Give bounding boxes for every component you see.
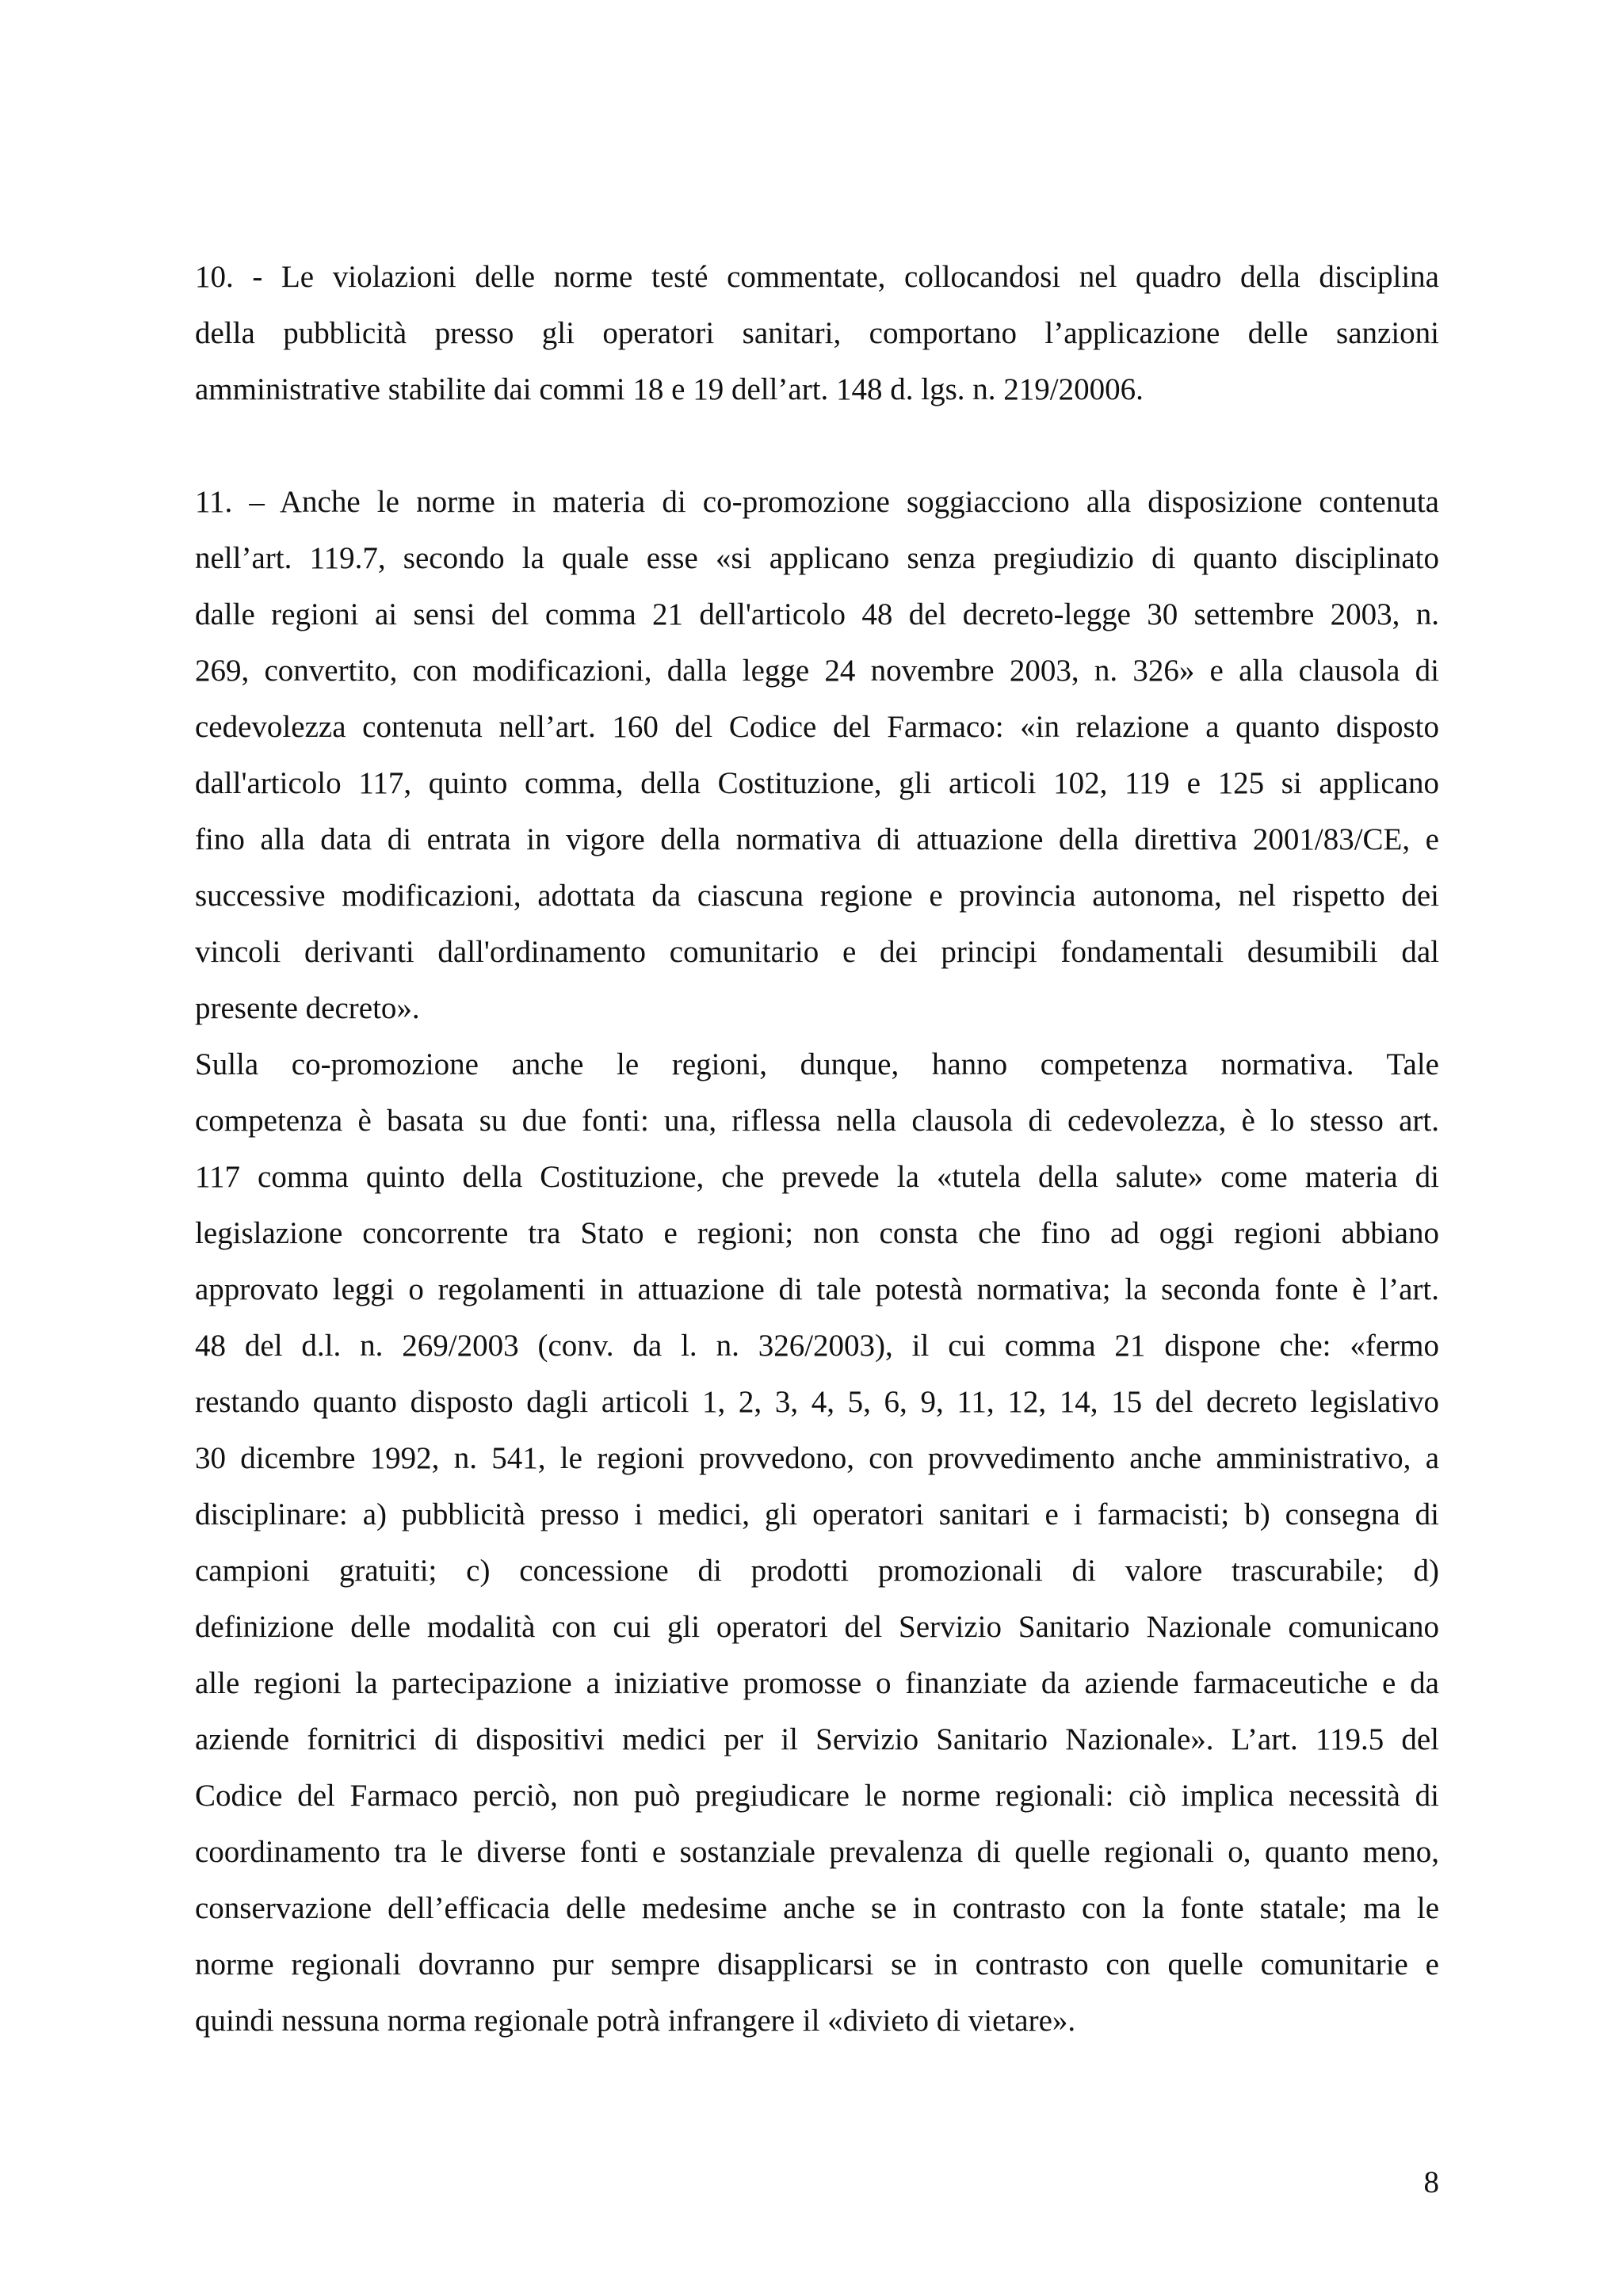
document-page xyxy=(195,249,1439,2049)
text-line: restando quanto disposto dagli articoli 1, 2, 3, 4, 5, 6, 9, 11, 12, 14, 15 del decreto legislativo xyxy=(195,1385,1439,1419)
text-line: 11. – Anche le norme in materia di co-promozione soggiacciono alla disposizione contenuta xyxy=(195,485,1439,519)
text-line: aziende fornitrici di dispositivi medici per il Servizio Sanitario Nazionale». L’art. 119.5 del xyxy=(195,1722,1439,1756)
paragraph-spacer xyxy=(195,418,1439,474)
text-line: presente decreto». xyxy=(195,991,420,1025)
text-line: norme regionali dovranno pur sempre disapplicarsi se in contrasto con quelle comunitarie e xyxy=(195,1947,1439,1981)
text-line: successive modificazioni, adottata da ciascuna regione e provincia autonoma, nel rispetto dei xyxy=(195,879,1439,913)
text-line: fino alla data di entrata in vigore della normativa di attuazione della direttiva 2001/83/CE, e xyxy=(195,822,1439,856)
page-number: 8 xyxy=(1423,2165,1439,2199)
text-line: quindi nessuna norma regionale potrà infrangere il «divieto di vietare». xyxy=(195,2004,1076,2038)
text-line: nell’art. 119.7, secondo la quale esse «si applicano senza pregiudizio di quanto disciplinato xyxy=(195,541,1439,575)
text-line: cedevolezza contenuta nell’art. 160 del Codice del Farmaco: «in relazione a quanto disposto xyxy=(195,710,1439,744)
text-line: approvato leggi o regolamenti in attuazione di tale potestà normativa; la seconda fonte è l’art. xyxy=(195,1272,1439,1306)
text-line: competenza è basata su due fonti: una, riflessa nella clausola di cedevolezza, è lo stesso art. xyxy=(195,1104,1439,1138)
text-line: della pubblicità presso gli operatori sanitari, comportano l’applicazione delle sanzioni xyxy=(195,316,1439,350)
text-line: Codice del Farmaco perciò, non può pregiudicare le norme regionali: ciò implica necessità di xyxy=(195,1779,1439,1813)
text-line: definizione delle modalità con cui gli operatori del Servizio Sanitario Nazionale comunicano xyxy=(195,1610,1439,1644)
text-line: 269, convertito, con modificazioni, dalla legge 24 novembre 2003, n. 326» e alla clausola di xyxy=(195,654,1439,688)
text-line: disciplinare: a) pubblicità presso i medici, gli operatori sanitari e i farmacisti; b) consegna di xyxy=(195,1497,1439,1531)
text-line: dall'articolo 117, quinto comma, della Costituzione, gli articoli 102, 119 e 125 si applicano xyxy=(195,766,1439,800)
text-line: dalle regioni ai sensi del comma 21 dell'articolo 48 del decreto-legge 30 settembre 2003, n. xyxy=(195,597,1439,631)
text-line: coordinamento tra le diverse fonti e sostanziale prevalenza di quelle regionali o, quanto meno, xyxy=(195,1835,1439,1869)
text-line: 117 comma quinto della Costituzione, che prevede la «tutela della salute» come materia di xyxy=(195,1160,1439,1194)
text-line: Sulla co-promozione anche le regioni, dunque, hanno competenza normativa. Tale xyxy=(195,1047,1439,1081)
text-line: 10. - Le violazioni delle norme testé commentate, collocandosi nel quadro della disciplina xyxy=(195,260,1439,294)
text-line: campioni gratuiti; c) concessione di prodotti promozionali di valore trascurabile; d) xyxy=(195,1554,1439,1588)
text-line: 48 del d.l. n. 269/2003 (conv. da l. n. 326/2003), il cui comma 21 dispone che: «fermo xyxy=(195,1329,1439,1363)
text-line: conservazione dell’efficacia delle medesime anche se in contrasto con la fonte statale; ma le xyxy=(195,1891,1439,1925)
paragraph-10 xyxy=(195,249,1439,418)
text-line: alle regioni la partecipazione a iniziative promosse o finanziate da aziende farmaceutiche e da xyxy=(195,1666,1439,1700)
text-line: amministrative stabilite dai commi 18 e 19 dell’art. 148 d. lgs. n. 219/20006. xyxy=(195,372,1144,406)
paragraph-11 xyxy=(195,474,1439,1036)
paragraph-co-promozione xyxy=(195,1036,1439,2049)
text-line: 30 dicembre 1992, n. 541, le regioni provvedono, con provvedimento anche amministrativo, a xyxy=(195,1441,1439,1475)
text-line: legislazione concorrente tra Stato e regioni; non consta che fino ad oggi regioni abbiano xyxy=(195,1216,1439,1250)
text-line: vincoli derivanti dall'ordinamento comunitario e dei principi fondamentali desumibili dal xyxy=(195,935,1439,969)
